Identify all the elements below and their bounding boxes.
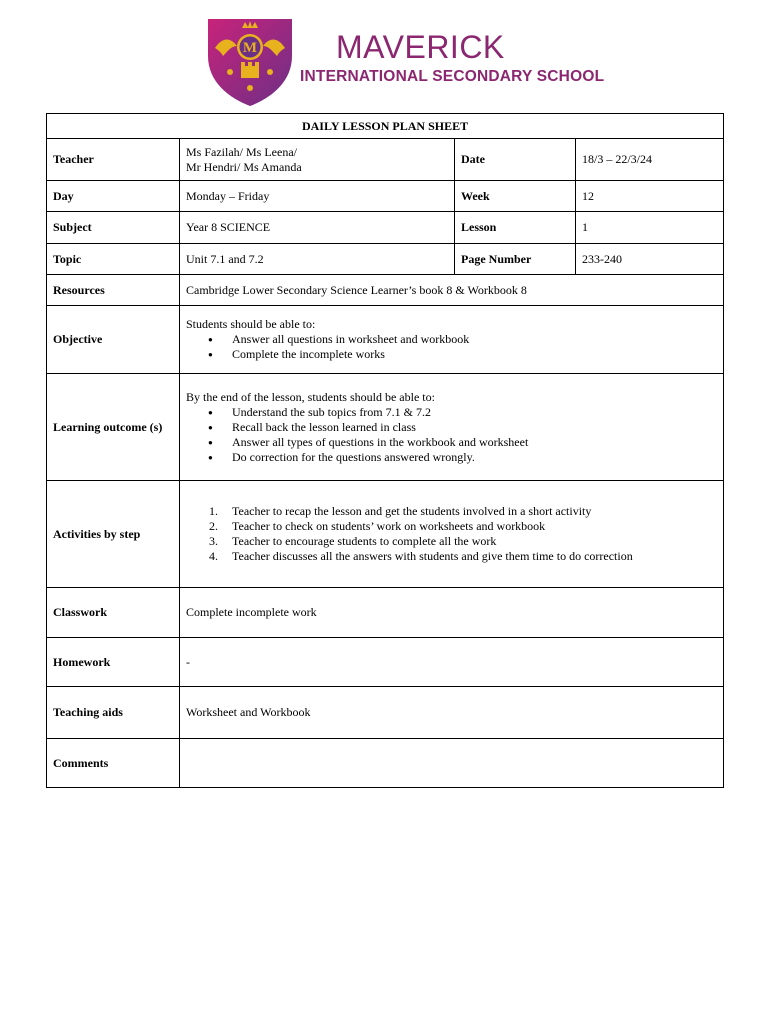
classwork-label: Classwork bbox=[47, 588, 180, 638]
homework-value: - bbox=[180, 638, 724, 687]
teacher-row bbox=[47, 139, 724, 181]
resources-value: Cambridge Lower Secondary Science Learner’s book 8 & Workbook 8 bbox=[180, 275, 724, 306]
outcome-intro: By the end of the lesson, students should be able to: bbox=[186, 389, 435, 404]
week-value: 12 bbox=[576, 181, 724, 212]
lesson-label: Lesson bbox=[455, 212, 576, 244]
resources-label: Resources bbox=[47, 275, 180, 306]
day-row bbox=[47, 181, 724, 212]
date-value: 18/3 – 22/3/24 bbox=[576, 139, 724, 181]
title-row bbox=[47, 114, 724, 139]
school-crest-logo bbox=[205, 16, 295, 108]
list-item: ● Recall back the lesson learned in class bbox=[232, 420, 717, 435]
subject-row bbox=[47, 212, 724, 244]
activities-value bbox=[180, 481, 724, 588]
step-text: Teacher discusses all the answers with students and give them time to do correction bbox=[232, 549, 633, 563]
comments-value bbox=[180, 739, 724, 788]
page-number-label: Page Number bbox=[455, 244, 576, 275]
school-subtitle: INTERNATIONAL SECONDARY SCHOOL bbox=[300, 68, 605, 85]
outcome-list bbox=[186, 405, 717, 465]
list-item bbox=[209, 519, 717, 534]
page-number-value: 233-240 bbox=[576, 244, 724, 275]
classwork-value: Complete incomplete work bbox=[180, 588, 724, 638]
plan-title: DAILY LESSON PLAN SHEET bbox=[47, 114, 724, 139]
activities-label: Activities by step bbox=[47, 481, 180, 588]
objective-intro: Students should be able to: bbox=[186, 317, 316, 331]
teacher-label: Teacher bbox=[47, 139, 180, 181]
comments-label: Comments bbox=[47, 739, 180, 788]
topic-value: Unit 7.1 and 7.2 bbox=[180, 244, 455, 275]
list-item bbox=[209, 534, 717, 549]
homework-row bbox=[47, 638, 724, 687]
learning-outcome-value bbox=[180, 374, 724, 481]
document-header bbox=[0, 0, 768, 112]
list-item: ● Do correction for the questions answered wrongly. bbox=[232, 450, 717, 465]
teaching-aids-value: Worksheet and Workbook bbox=[180, 687, 724, 739]
learning-outcome-label: Learning outcome (s) bbox=[47, 374, 180, 481]
topic-row bbox=[47, 244, 724, 275]
step-number: 4. bbox=[209, 549, 218, 563]
list-item: ● Answer all types of questions in the workbook and worksheet bbox=[232, 435, 717, 450]
teacher-value bbox=[180, 139, 455, 181]
objective-row bbox=[47, 306, 724, 374]
step-text: Teacher to recap the lesson and get the students involved in a short activity bbox=[232, 504, 592, 518]
teaching-aids-label: Teaching aids bbox=[47, 687, 180, 739]
subject-value: Year 8 SCIENCE bbox=[180, 212, 455, 244]
homework-label: Homework bbox=[47, 638, 180, 687]
topic-label: Topic bbox=[47, 244, 180, 275]
teaching-aids-row bbox=[47, 687, 724, 739]
learning-outcome-row bbox=[47, 374, 724, 481]
school-name: MAVERICK bbox=[336, 29, 505, 65]
crest-letter: M bbox=[242, 40, 258, 56]
step-number: 1. bbox=[209, 504, 218, 518]
lesson-value: 1 bbox=[576, 212, 724, 244]
step-text: Teacher to encourage students to complete all the work bbox=[232, 534, 497, 548]
objective-label: Objective bbox=[47, 306, 180, 374]
week-label: Week bbox=[455, 181, 576, 212]
activities-list bbox=[186, 504, 717, 564]
day-label: Day bbox=[47, 181, 180, 212]
date-label: Date bbox=[455, 139, 576, 181]
step-number: 3. bbox=[209, 534, 218, 548]
list-item: ● Answer all questions in worksheet and workbook bbox=[232, 332, 717, 347]
list-item: ● Understand the sub topics from 7.1 & 7.2 bbox=[232, 405, 717, 420]
classwork-row bbox=[47, 588, 724, 638]
objective-list bbox=[186, 332, 717, 362]
activities-row bbox=[47, 481, 724, 588]
teacher-line-1: Ms Fazilah/ Ms Leena/ bbox=[186, 144, 297, 159]
list-item bbox=[209, 549, 717, 564]
comments-row bbox=[47, 739, 724, 788]
list-item: ● Complete the incomplete works bbox=[232, 347, 717, 362]
list-item bbox=[209, 504, 717, 519]
resources-row bbox=[47, 275, 724, 306]
objective-value bbox=[180, 306, 724, 374]
step-text: Teacher to check on students’ work on worksheets and workbook bbox=[232, 519, 546, 533]
teacher-line-2: Mr Hendri/ Ms Amanda bbox=[186, 159, 302, 174]
step-number: 2. bbox=[209, 519, 218, 533]
subject-label: Subject bbox=[47, 212, 180, 244]
lesson-plan-table bbox=[46, 113, 724, 788]
day-value: Monday – Friday bbox=[180, 181, 455, 212]
